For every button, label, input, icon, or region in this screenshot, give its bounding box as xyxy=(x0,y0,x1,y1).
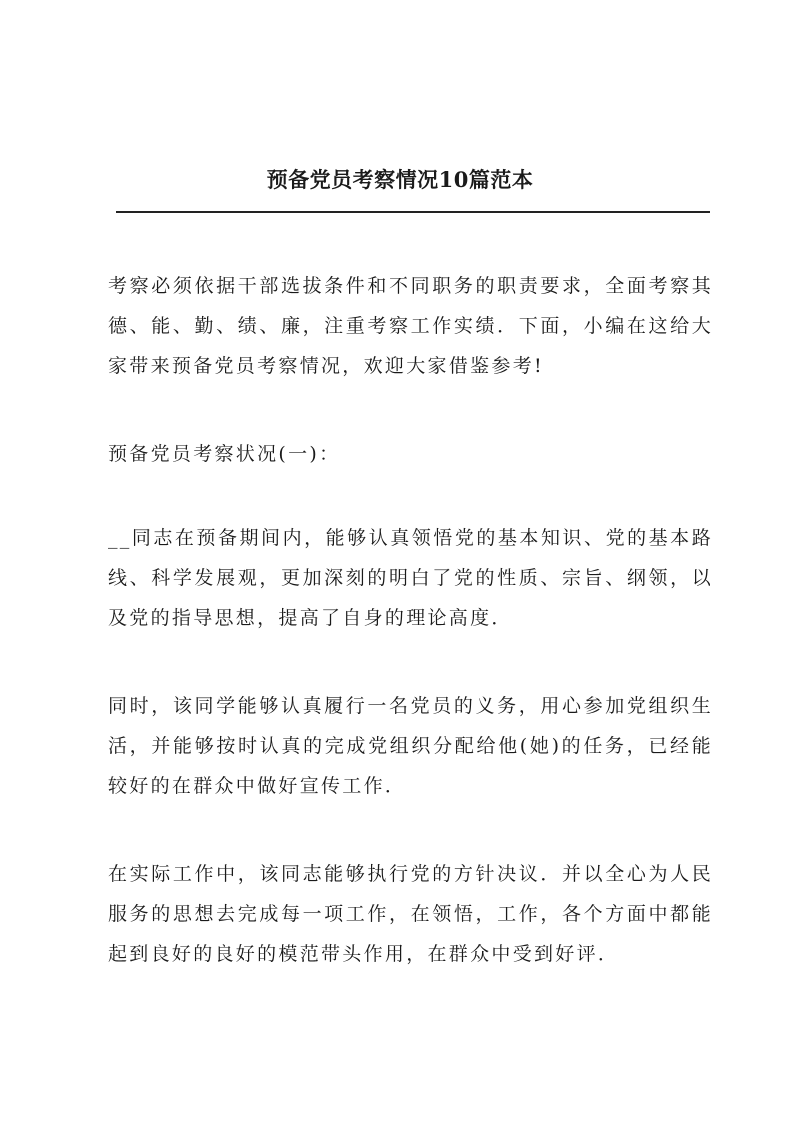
section-heading: 预备党员考察状况(一)： xyxy=(108,443,341,465)
body-paragraph: __同志在预备期间内，能够认真领悟党的基本知识、党的基本路线、科学发展观，更加深刻的明白了党的性质、宗旨、纲领，以及党的指导思想，提高了自身的理论高度． xyxy=(108,527,713,629)
title-underline xyxy=(116,211,710,213)
document-title: 预备党员考察情况10篇范本 xyxy=(266,167,534,192)
intro-paragraph: 考察必须依据干部选拔条件和不同职务的职责要求，全面考察其德、能、勤、绩、廉，注重考察工作实绩．下面，小编在这给大家带来预备党员考察情况，欢迎大家借鉴参考! xyxy=(108,275,713,377)
body-paragraph: 在实际工作中，该同志能够执行党的方针决议．并以全心为人民服务的思想去完成每一项工作，在领悟，工作，各个方面中都能起到良好的良好的模范带头作用，在群众中受到好评． xyxy=(108,863,713,965)
body-paragraph: 同时，该同学能够认真履行一名党员的义务，用心参加党组织生活，并能够按时认真的完成党组织分配给他(她)的任务，已经能较好的在群众中做好宣传工作． xyxy=(108,695,713,797)
